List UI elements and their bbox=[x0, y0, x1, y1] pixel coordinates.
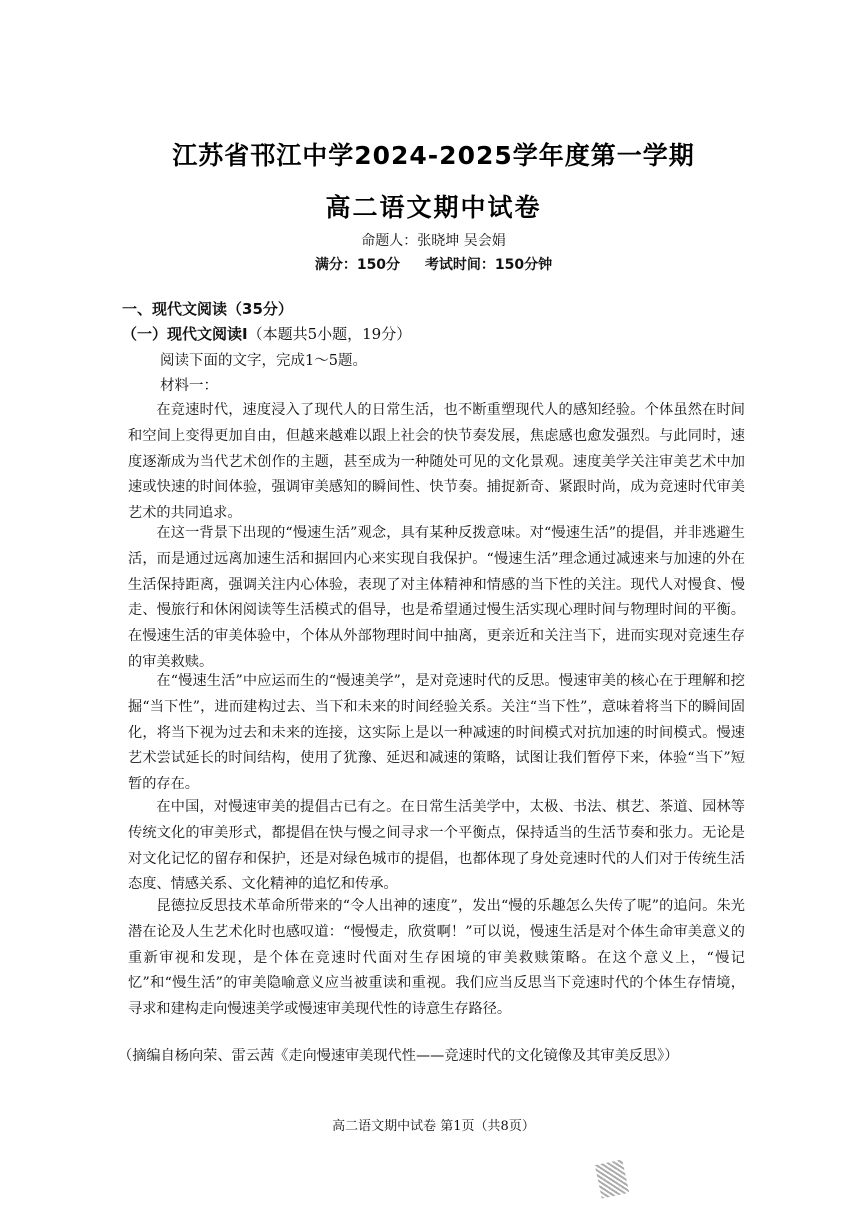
paragraph-3: 在“慢速生活”中应运而生的“慢速美学”，是对竞速时代的反思。慢速审美的核心在于理解和挖掘“当下性”，进而建构过去、当下和未来的时间经验关系。关注“当下性”，意味着将当下的瞬间固化，将当下视为过去和未来的连接，这实际上是以一种减速的时间模式对抗加速的时间模式。慢速艺术尝试延长的时间结构，使用了犹豫、延迟和减速的策略，试图让我们暂停下来，体验“当下”短暂的存在。 bbox=[128, 673, 745, 793]
page-footer: 高二语文期中试卷 第1页（共8页） bbox=[332, 1119, 535, 1134]
full-score: 满分：150分 bbox=[314, 257, 401, 273]
exam-score-time bbox=[0, 254, 867, 274]
exam-authors: 命题人：张晓坤 吴会娟 bbox=[361, 233, 506, 249]
exam-subtitle: 高二语文期中试卷 bbox=[325, 193, 542, 222]
paragraph-2: 在这一背景下出现的“慢速生活”观念，具有某种反拨意味。对“慢速生活”的提倡，并非逃避生活，而是通过远离加速生活和据回内心来实现自我保护。“慢速生活”理念通过减速来与加速的外在生活保持距离，强调关注内心体验，表现了对主体精神和情感的当下性的关注。现代人对慢食、慢走、慢旅行和休闲阅读等生活模式的倡导，也是希望通过慢生活实现心理时间与物理时间的平衡。在慢速生活的审美体验中，个体从外部物理时间中抽离，更亲近和关注当下，进而实现对竞速生存的审美救赎。 bbox=[128, 525, 745, 670]
sub-heading-text: （一）现代文阅读Ⅰ bbox=[122, 325, 248, 343]
exam-title: 江苏省邗江中学2024-2025学年度第一学期 bbox=[172, 141, 695, 170]
sub-heading-note: （本题共5小题，19分） bbox=[247, 325, 412, 343]
section-heading: 一、现代文阅读（35分） bbox=[122, 300, 293, 318]
paragraph-5: 昆德拉反思技术革命所带来的“令人出神的速度”，发出“慢的乐趣怎么失传了呢”的追问。朱光潜在论及人生艺术化时也感叹道：“慢慢走，欣赏啊！”可以说，慢速生活是对个体生命审美意义的重新审视和发现，是个体在竞速时代面对生存困境的审美救赎策略。在这个意义上，“慢记忆”和“慢生活”的审美隐喻意义应当被重读和重视。我们应当反思当下竞速时代的个体生存情境，寻求和建构走向慢速美学或慢速审美现代性的诗意生存路径。 bbox=[128, 898, 745, 1018]
reading-instruction: 阅读下面的文字，完成1～5题。 bbox=[160, 353, 367, 369]
paragraph-1: 在竞速时代，速度浸入了现代人的日常生活，也不断重塑现代人的感知经验。个体虽然在时间和空间上变得更加自由，但越来越难以跟上社会的快节奏发展，焦虑感也愈发强烈。与此同时，速度逐渐成为当代艺术创作的主题，甚至成为一种随处可见的文化景观。速度美学关注审美艺术中加速或快速的时间体验，强调审美感知的瞬间性、快节奏。捕捉新奇、紧跟时尚，成为竞速时代审美艺术的共同追求。 bbox=[128, 402, 745, 522]
sub-section-heading bbox=[122, 323, 411, 344]
paragraph-4: 在中国，对慢速审美的提倡古已有之。在日常生活美学中，太极、书法、棋艺、茶道、园林等传统文化的审美形式，都提倡在快与慢之间寻求一个平衡点，保持适当的生活节奏和张力。无论是对文化记忆的留存和保护，还是对绿色城市的提倡，也都体现了身处竞速时代的人们对于传统生活态度、情感关系、文化精神的追忆和传承。 bbox=[128, 799, 745, 893]
source-citation: （摘编自杨向荣、雷云茜《走向慢速审美现代性——竞速时代的文化镜像及其审美反思》） bbox=[118, 1048, 679, 1064]
exam-time: 考试时间：150分钟 bbox=[424, 257, 553, 273]
material-label: 材料一： bbox=[160, 378, 218, 394]
scan-stamp-icon bbox=[595, 1159, 629, 1198]
